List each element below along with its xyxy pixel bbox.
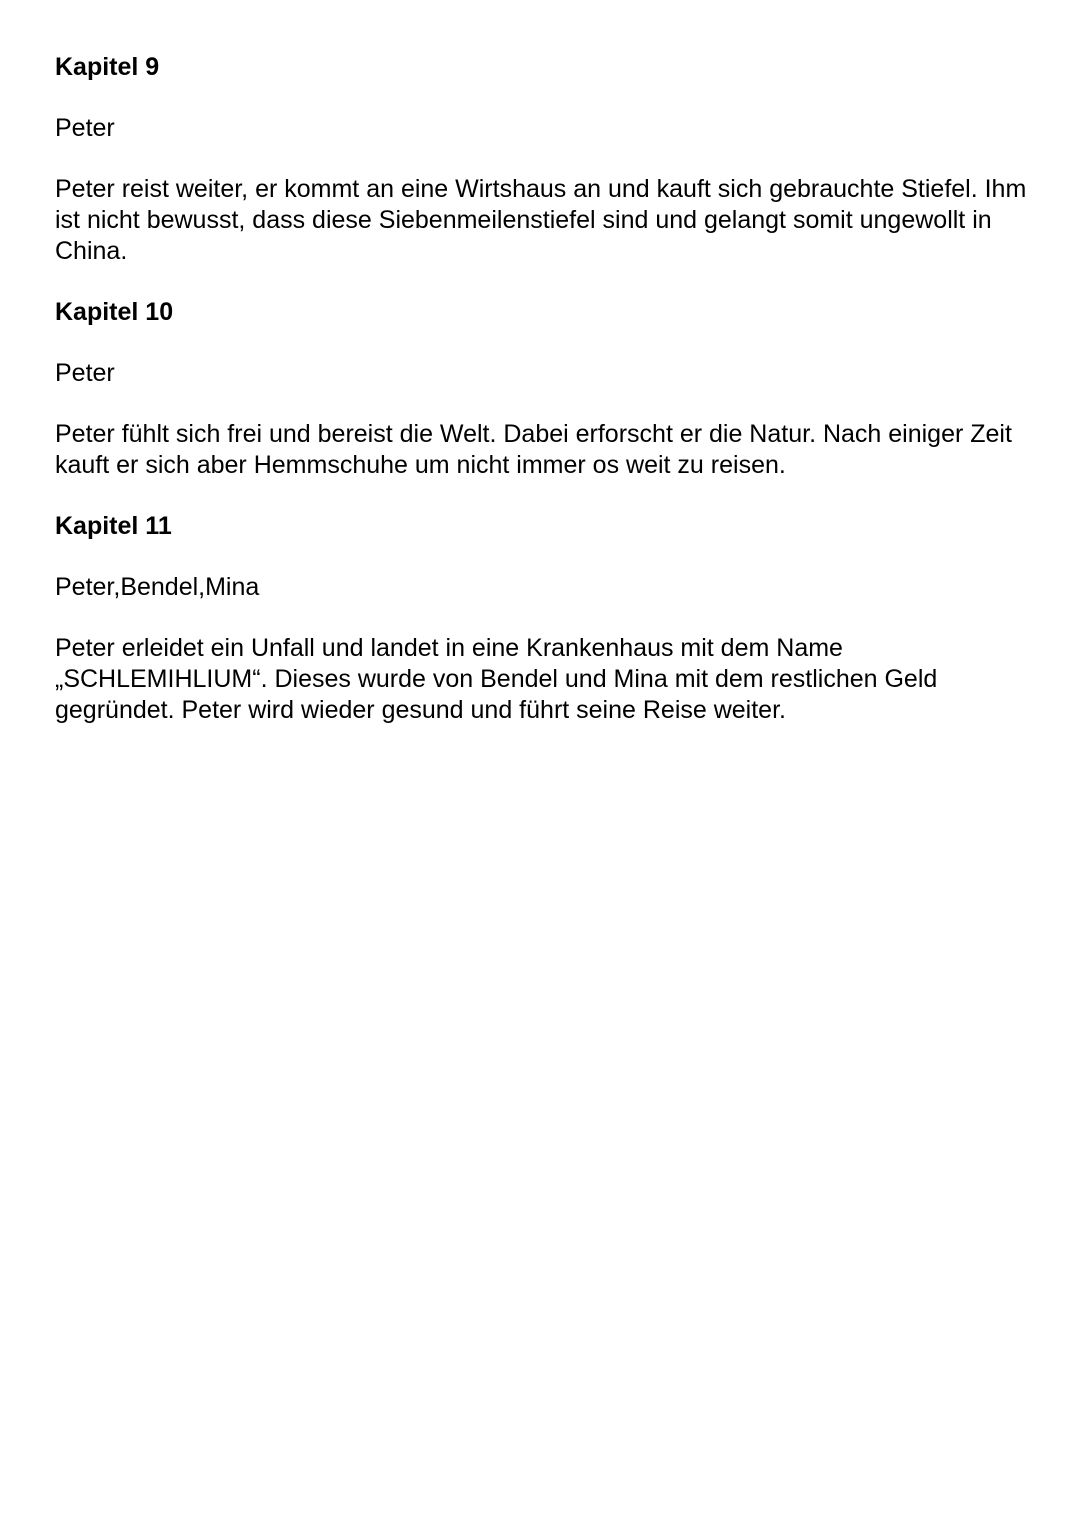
document-page [55, 52, 1045, 726]
chapter-title: Kapitel 11 [55, 512, 172, 540]
chapter-10 [55, 297, 1045, 481]
chapter-title: Kapitel 9 [55, 53, 160, 81]
chapter-11 [55, 511, 1045, 726]
chapter-characters: Peter [55, 114, 115, 142]
chapter-9 [55, 52, 1045, 267]
chapter-summary: Peter reist weiter, er kommt an eine Wirtshaus an und kauft sich gebrauchte Stiefel. Ihm ist nicht bewusst, dass diese Siebenmeilenstiefel sind und gelangt somit ungewollt in China. [55, 175, 1027, 265]
chapter-summary: Peter fühlt sich frei und bereist die Welt. Dabei erforscht er die Natur. Nach einiger Zeit kauft er sich aber Hemmschuhe um nicht immer os weit zu reisen. [55, 420, 1012, 479]
chapter-characters: Peter,Bendel,Mina [55, 573, 260, 601]
chapter-title: Kapitel 10 [55, 298, 174, 326]
chapter-summary: Peter erleidet ein Unfall und landet in eine Krankenhaus mit dem Name „SCHLEMIHLIUM“. Dieses wurde von Bendel und Mina mit dem restlichen Geld gegründet. Peter wird wieder gesund und führt seine Reise weiter. [55, 634, 938, 724]
chapter-characters: Peter [55, 359, 115, 387]
